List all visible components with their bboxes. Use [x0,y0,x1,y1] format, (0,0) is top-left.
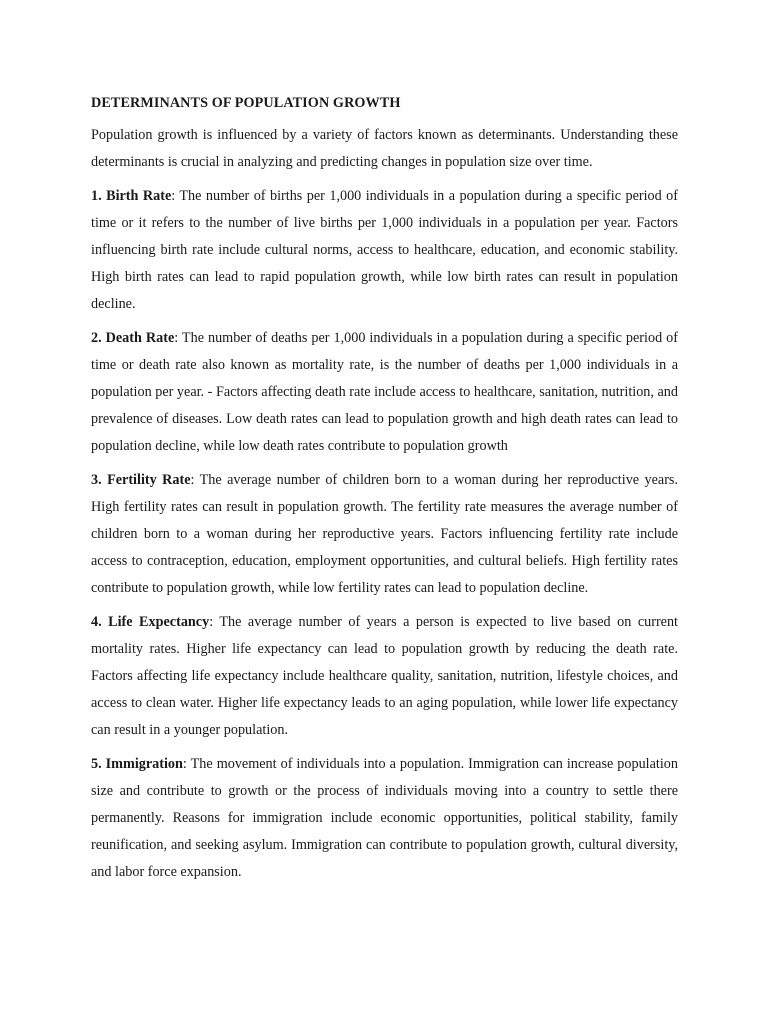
section-term: 3. Fertility Rate [91,472,191,488]
section-text: : The average number of years a person is expected to live based on current mortality rates. Higher life expectancy can lead to population growth by reducing the death rate. Factors affecting life expectancy include healthcare quality, sanitation, nutrition, lifestyle choices, and access to clean water. Higher life expectancy leads to an aging population, while lower life expectancy can result in a younger population. [91,614,678,738]
section-term: 5. Immigration [91,756,183,772]
section-term: 4. Life Expectancy [91,614,210,630]
section-text: : The average number of children born to a woman during her reproductive years. High fertility rates can result in population growth. The fertility rate measures the average number of children born to a woman during her reproductive years. Factors influencing fertility rate include access to contraception, education, employment opportunities, and cultural beliefs. High fertility rates contribute to population growth, while low fertility rates can lead to population decline. [91,472,678,596]
document-title: DETERMINANTS OF POPULATION GROWTH [91,95,401,111]
section-text: : The number of births per 1,000 individuals in a population during a specific period of time or it refers to the number of live births per 1,000 individuals in a population per year. Factors influencing birth rate include cultural norms, access to healthcare, education, and economic stability. High birth rates can lead to rapid population growth, while low birth rates can result in population decline. [91,188,678,312]
section-birth-rate [91,183,678,318]
section-text: : The number of deaths per 1,000 individuals in a population during a specific period of time or death rate also known as mortality rate, is the number of deaths per 1,000 individuals in a population per year. - Factors affecting death rate include access to healthcare, sanitation, nutrition, and prevalence of diseases. Low death rates can lead to population growth and high death rates can lead to population decline, while low death rates contribute to population growth [91,330,678,454]
section-term: 2. Death Rate [91,330,175,346]
section-term: 1. Birth Rate [91,188,172,204]
section-life-expectancy [91,609,678,744]
document-body [91,92,678,893]
intro-paragraph: Population growth is influenced by a variety of factors known as determinants. Understanding these determinants is crucial in analyzing and predicting changes in population size over time. [91,127,678,170]
section-immigration [91,751,678,886]
section-fertility-rate [91,467,678,602]
section-text: : The movement of individuals into a population. Immigration can increase population size and contribute to growth or the process of individuals moving into a country to settle there permanently. Reasons for immigration include economic opportunities, political stability, family reunification, and seeking asylum. Immigration can contribute to population growth, cultural diversity, and labor force expansion. [91,756,678,880]
section-death-rate [91,325,678,460]
